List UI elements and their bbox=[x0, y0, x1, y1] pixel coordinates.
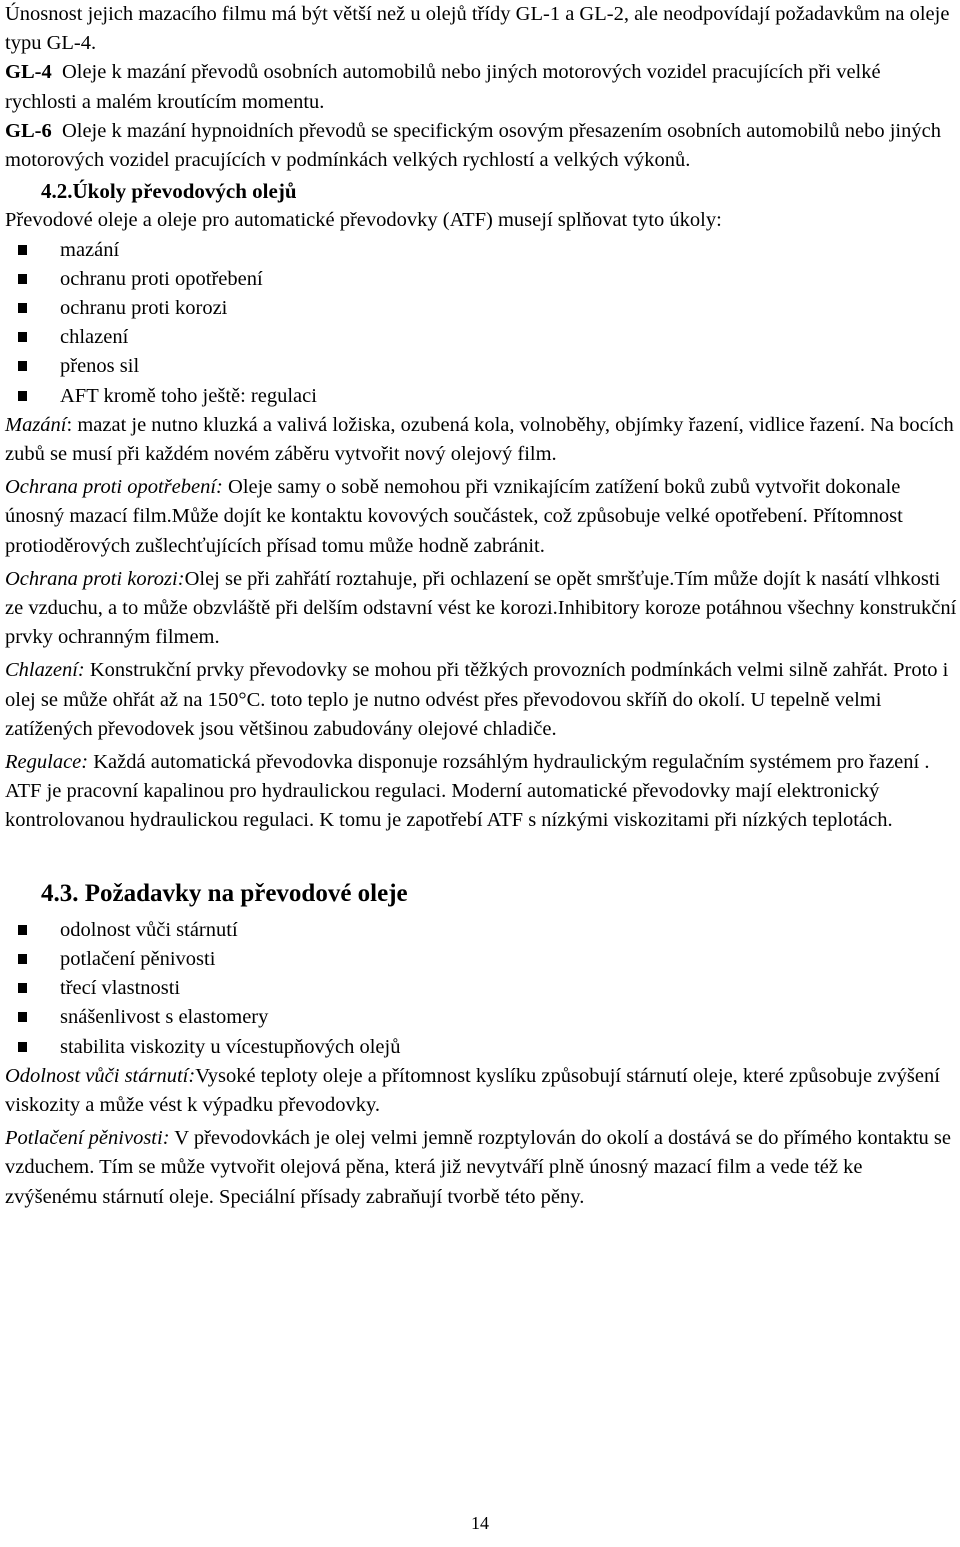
list-item bbox=[5, 974, 957, 1003]
bullet-square-icon bbox=[18, 245, 27, 255]
requirements-list bbox=[5, 916, 957, 1062]
paragraph-mazani bbox=[5, 411, 957, 469]
list-item bbox=[5, 352, 957, 381]
bullet-square-icon bbox=[18, 983, 27, 993]
gl6-definition bbox=[5, 117, 957, 175]
list-item bbox=[5, 382, 957, 411]
list-item-label: mazání bbox=[60, 238, 120, 261]
list-item-label: třecí vlastnosti bbox=[60, 977, 181, 1000]
list-item bbox=[5, 294, 957, 323]
paragraph-text: Každá automatická převodovka disponuje rozsáhlým hydraulickým regulačním systémem pro řazení . ATF je pracovní kapalinou pro hydraulickou regulaci. Moderní automatické převodovky mají elektronický kontrolovanou hydraulickou regulaci. K tomu je zapotřebí ATF s nízkými viskozitami při nízkých teplotách. bbox=[5, 751, 930, 832]
list-item-label: potlačení pěnivosti bbox=[60, 947, 216, 970]
list-item bbox=[5, 1003, 957, 1032]
section-4-2-number: 4.2. bbox=[41, 179, 73, 204]
list-item-label: přenos sil bbox=[60, 355, 140, 378]
list-item-label: ochranu proti korozi bbox=[60, 297, 228, 320]
section-4-3-title: Požadavky na převodové oleje bbox=[84, 879, 408, 907]
paragraph-odolnost-starnuti bbox=[5, 1062, 957, 1120]
section-4-2-heading bbox=[5, 177, 957, 206]
term-ochrana-opotrebeni: Ochrana proti opotřebení: bbox=[5, 476, 223, 499]
list-item-label: chlazení bbox=[60, 326, 129, 349]
list-item bbox=[5, 945, 957, 974]
term-potlaceni-penivosti: Potlačení pěnivosti: bbox=[5, 1127, 170, 1150]
intro-paragraph: Únosnost jejich mazacího filmu má být větší než u olejů třídy GL-1 a GL-2, ale neodpovídají požadavkům na oleje typu GL-4. bbox=[5, 3, 950, 55]
list-item-label: odolnost vůči stárnutí bbox=[60, 918, 238, 941]
bullet-square-icon bbox=[18, 361, 27, 371]
term-regulace: Regulace: bbox=[5, 751, 89, 774]
bullet-square-icon bbox=[18, 954, 27, 964]
bullet-square-icon bbox=[18, 332, 27, 342]
list-item bbox=[5, 1033, 957, 1062]
paragraph-text: Vysoké teploty oleje a přítomnost kyslíku způsobují stárnutí oleje, které způsobuje zvýšení viskozity a může vést k výpadku převodovky. bbox=[5, 1064, 940, 1116]
section-4-2-intro: Převodové oleje a oleje pro automatické převodovky (ATF) musejí splňovat tyto úkoly: bbox=[5, 209, 722, 232]
list-item-label: ochranu proti opotřebení bbox=[60, 267, 263, 290]
bullet-square-icon bbox=[18, 1012, 27, 1022]
bullet-square-icon bbox=[18, 925, 27, 935]
bullet-square-icon bbox=[18, 274, 27, 284]
gl6-text: Oleje k mazání hypnoidních převodů se specifickým osovým přesazením osobních automobilů nebo jiných motorových vozidel pracujících v podmínkách velkých rychlostí a velkých výkonů. bbox=[5, 119, 941, 172]
bullet-square-icon bbox=[18, 1042, 27, 1052]
paragraph-potlaceni-penivosti bbox=[5, 1124, 957, 1212]
paragraph-ochrana-korozi bbox=[5, 565, 957, 653]
paragraph-chlazeni bbox=[5, 656, 957, 744]
gl4-text: Oleje k mazání převodů osobních automobilů nebo jiných motorových vozidel pracujících při velké rychlosti a malém kroutícím momentu. bbox=[5, 61, 881, 113]
task-list bbox=[5, 236, 957, 411]
paragraph-text: Konstrukční prvky převodovky se mohou při těžkých provozních podmínkách velmi silně zahřát. Proto i olej se může ohřát až na 150°C. toto teplo je nutno odvést přes převodovou skříň do okolí. U tepelně velmi zatížených převodovek jsou většinou zabudovány olejové chladiče. bbox=[5, 659, 949, 740]
page-number: 14 bbox=[471, 1513, 489, 1533]
list-item bbox=[5, 265, 957, 294]
paragraph-text: Olej se při zahřátí roztahuje, při ochlazení se opět smršťuje.Tím může dojít k nasátí vlhkosti ze vzduchu, a to může obzvláště při delším odstavní vést ke korozi.Inhibitory koroze potáhnou všechny konstrukční prvky ochranným filmem. bbox=[5, 567, 957, 649]
list-item-label: stabilita viskozity u vícestupňových olejů bbox=[60, 1035, 401, 1058]
term-odolnost-starnuti: Odolnost vůči stárnutí: bbox=[5, 1064, 196, 1087]
section-4-3-number: 4.3. bbox=[41, 879, 79, 907]
list-item bbox=[5, 323, 957, 352]
paragraph-ochrana-opotrebeni bbox=[5, 473, 957, 561]
paragraph-text: V převodovkách je olej velmi jemně rozptylován do okolí a dostává se do přímého kontaktu se vzduchem. Tím se může vytvořit olejová pěna, která již nevytváří plně únosný mazací film a vede též ke zvýšenému stárnutí oleje. Speciální přísady zabraňují tvorbě této pěny. bbox=[5, 1127, 952, 1208]
document-page bbox=[5, 0, 957, 1212]
paragraph-regulace bbox=[5, 748, 957, 836]
section-4-3-heading bbox=[5, 876, 957, 912]
paragraph-text: : mazat je nutno kluzká a valivá ložiska, ozubená kola, volnoběhy, objímky řazení, vidlice řazení. Na bocích zubů se musí při každém novém záběru vytvořit nový olejový film. bbox=[5, 413, 954, 466]
gl6-code: GL-6 bbox=[5, 119, 52, 142]
list-item bbox=[5, 916, 957, 945]
list-item-label: snášenlivost s elastomery bbox=[60, 1006, 269, 1029]
paragraph-text: Oleje samy o sobě nemohou při vznikajícím zatížení boků zubů vytvořit dokonale únosný mazací film.Může dojít ke kontaktu kovových součástek, což způsobuje velké opotřebení. Přítomnost protioděrových zušlechťujících přísad tomu může hodně zabránit. bbox=[5, 476, 903, 557]
bullet-square-icon bbox=[18, 303, 27, 313]
gl4-definition bbox=[5, 58, 957, 116]
term-ochrana-korozi: Ochrana proti korozi: bbox=[5, 567, 185, 590]
list-item bbox=[5, 236, 957, 265]
list-item-label: AFT kromě toho ještě: regulaci bbox=[60, 384, 317, 407]
term-chlazeni: Chlazení: bbox=[5, 659, 85, 682]
gl4-code: GL-4 bbox=[5, 61, 52, 84]
bullet-square-icon bbox=[18, 391, 27, 401]
term-mazani: Mazání bbox=[5, 413, 67, 436]
section-4-2-title: Úkoly převodových olejů bbox=[72, 179, 297, 204]
